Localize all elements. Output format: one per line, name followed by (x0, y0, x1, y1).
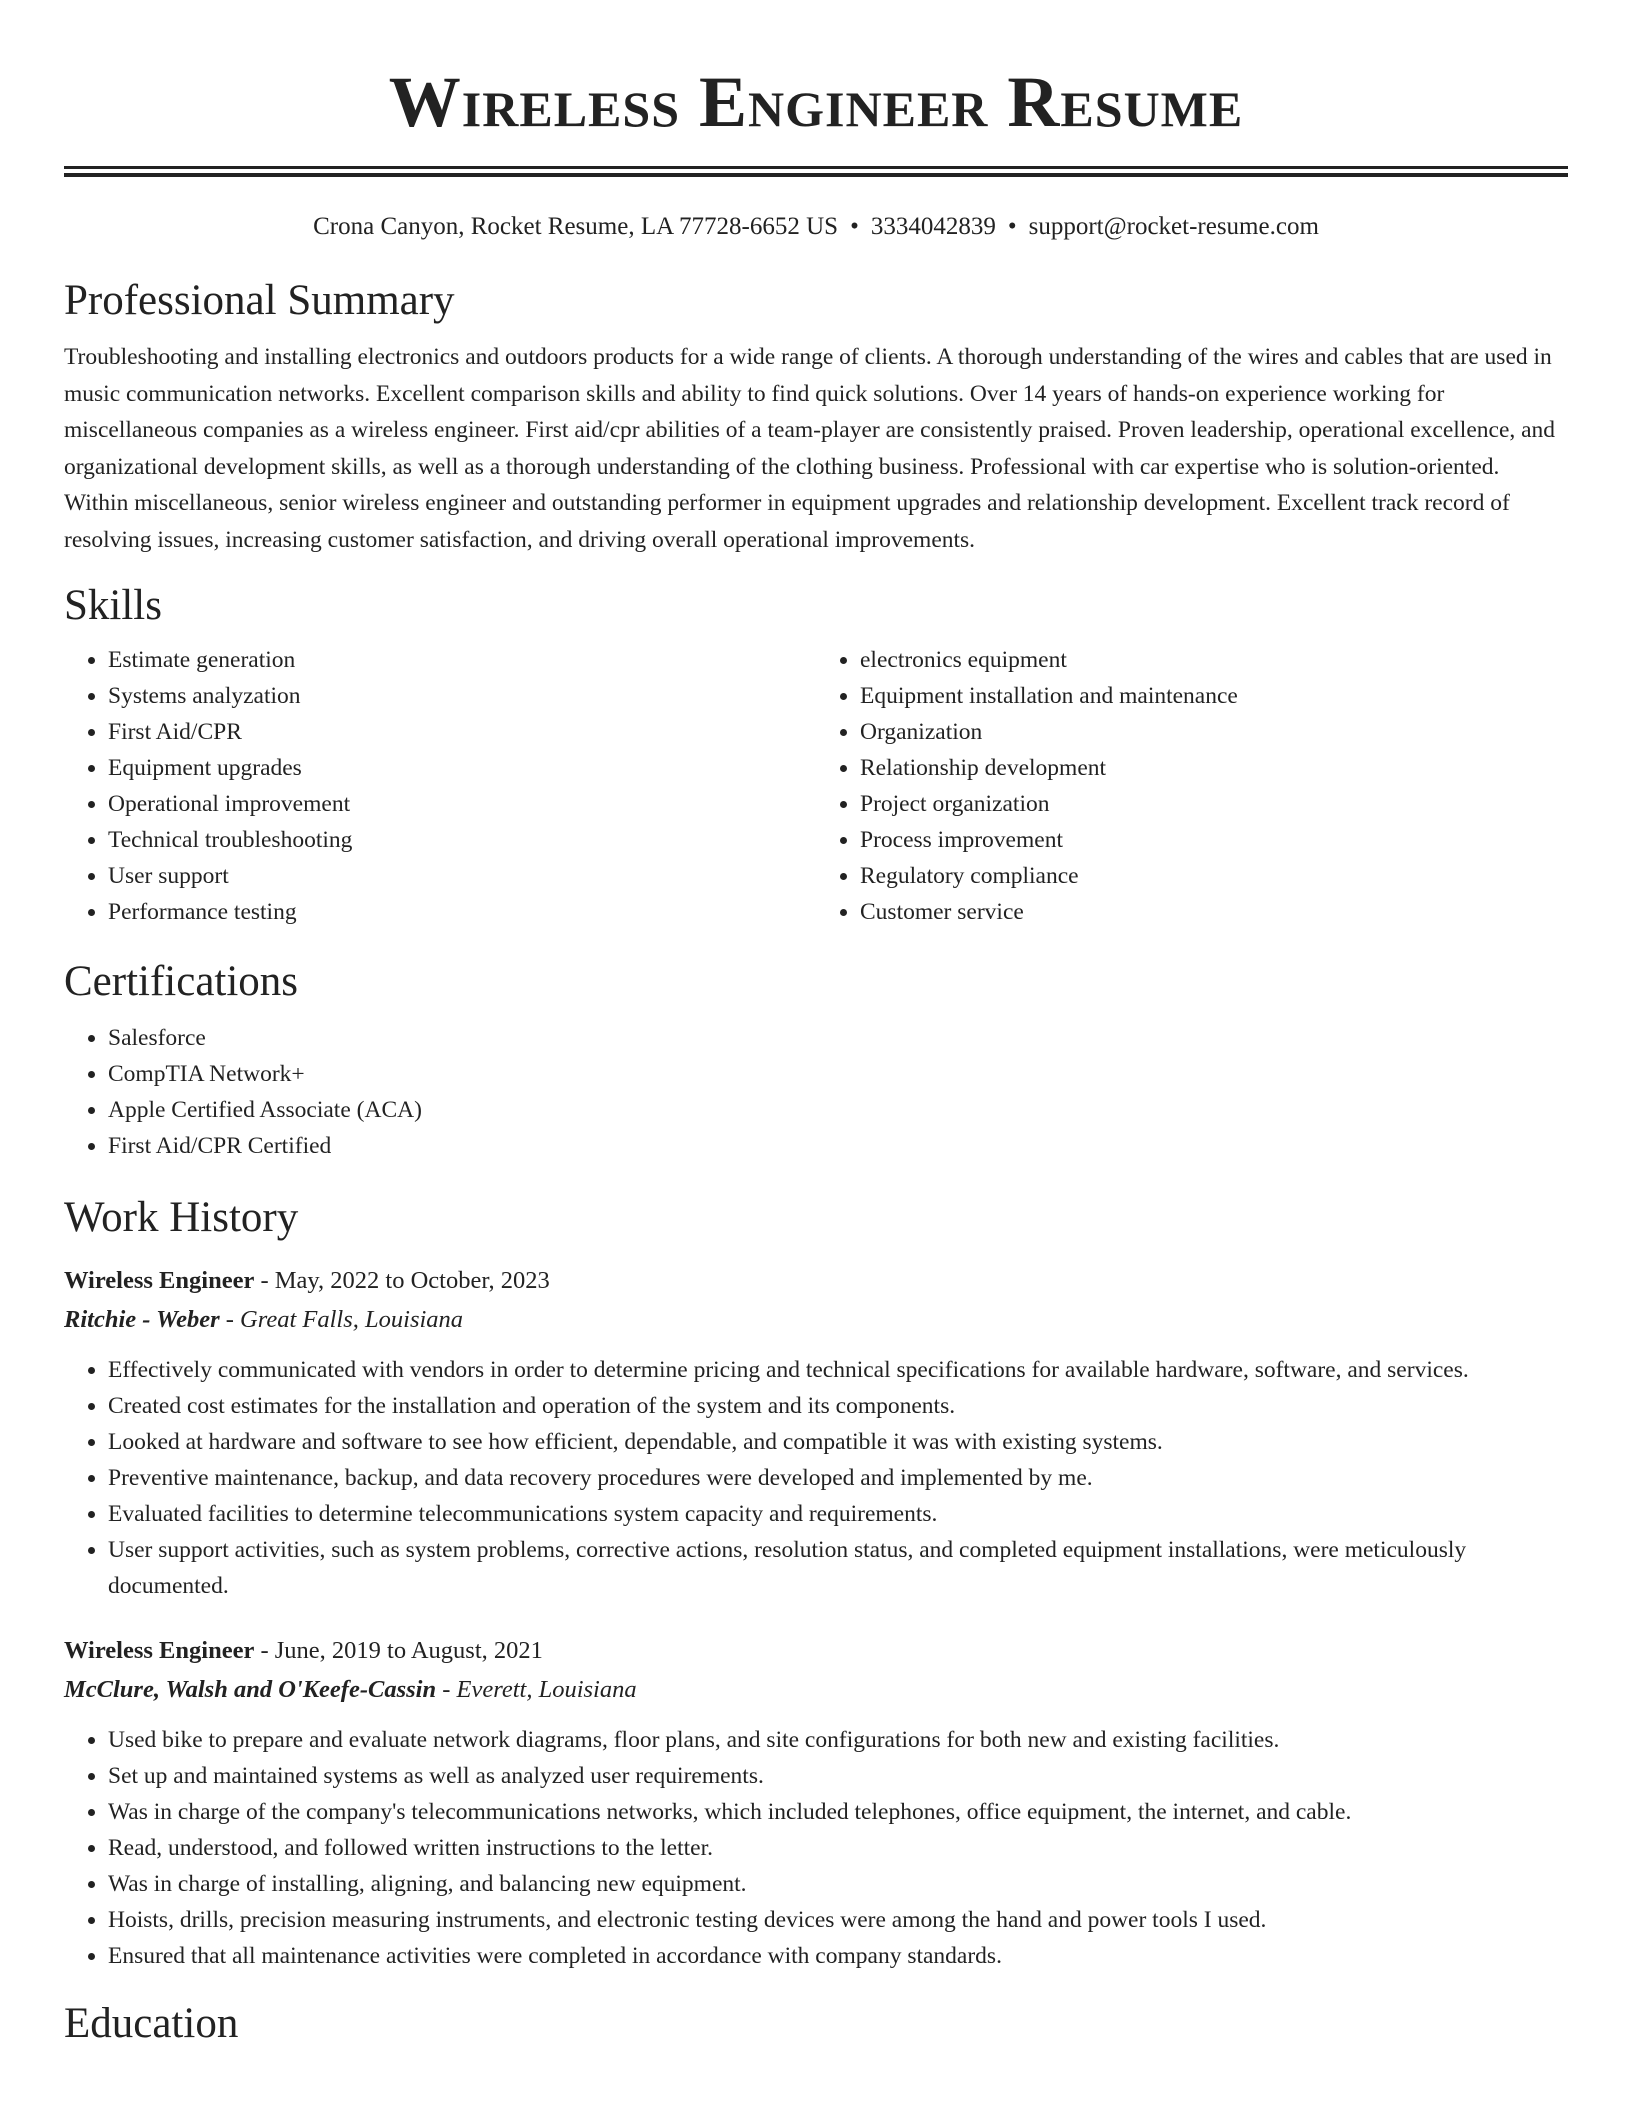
job-role: Wireless Engineer (64, 1637, 255, 1664)
skill-item: • Equipment installation and maintenance (860, 678, 1568, 714)
skill-item: • Regulatory compliance (860, 858, 1568, 894)
job-entry (64, 1632, 1568, 1974)
contact-line (64, 211, 1568, 243)
job-title-line (64, 1262, 1568, 1300)
skill-item: • First Aid/CPR (108, 714, 816, 750)
job-company: Ritchie - Weber (64, 1306, 220, 1333)
skill-item: • Organization (860, 714, 1568, 750)
job-location: - Everett, Louisiana (436, 1676, 637, 1703)
job-company-line (64, 1300, 1568, 1340)
job-duty: • User support activities, such as system problems, corrective actions, resolution status, and completed equipment installations, were meticulously documented. (108, 1532, 1568, 1604)
contact-email: support@rocket-resume.com (1028, 213, 1319, 240)
skill-item: • Operational improvement (108, 786, 816, 822)
job-duty: • Created cost estimates for the installation and operation of the system and its components. (108, 1388, 1568, 1424)
job-duty: • Hoists, drills, precision measuring instruments, and electronic testing devices were among the hand and power tools I used. (108, 1902, 1568, 1938)
skill-item: • Customer service (860, 894, 1568, 930)
page-title: Wireless Engineer Resume (388, 62, 1244, 142)
job-duty: • Set up and maintained systems as well as analyzed user requirements. (108, 1758, 1568, 1794)
job-dates: - May, 2022 to October, 2023 (254, 1267, 550, 1294)
summary-heading: Professional Summary (64, 277, 455, 324)
skill-item: • Project organization (860, 786, 1568, 822)
certification-item: • CompTIA Network+ (108, 1056, 1568, 1092)
skill-item: • Systems analyzation (108, 678, 816, 714)
certification-item: • Salesforce (108, 1020, 1568, 1056)
skill-item: • Performance testing (108, 894, 816, 930)
job-entry (64, 1262, 1568, 1604)
job-duty: • Ensured that all maintenance activities were completed in accordance with company standards. (108, 1938, 1568, 1974)
job-duty: • Effectively communicated with vendors in order to determine pricing and technical specifications for available hardware, software, and services. (108, 1352, 1568, 1388)
job-duties-list (64, 1722, 1568, 1974)
contact-separator: • (850, 213, 859, 240)
contact-phone: 3334042839 (870, 213, 996, 240)
job-location: - Great Falls, Louisiana (219, 1306, 464, 1333)
skills-heading: Skills (64, 582, 162, 629)
certification-item: • Apple Certified Associate (ACA) (108, 1092, 1568, 1128)
skill-item: • Process improvement (860, 822, 1568, 858)
job-duty: • Preventive maintenance, backup, and data recovery procedures were developed and implemented by me. (108, 1460, 1568, 1496)
job-duty: • Evaluated facilities to determine telecommunications system capacity and requirements. (108, 1496, 1568, 1532)
skill-item: • Technical troubleshooting (108, 822, 816, 858)
skill-item: • Estimate generation (108, 642, 816, 678)
job-duty: • Read, understood, and followed written instructions to the letter. (108, 1830, 1568, 1866)
title-divider (64, 166, 1568, 177)
job-dates: - June, 2019 to August, 2021 (254, 1637, 543, 1664)
contact-address: Crona Canyon, Rocket Resume, LA 77728-6652 US (313, 213, 839, 240)
skill-item: • Equipment upgrades (108, 750, 816, 786)
job-role: Wireless Engineer (64, 1267, 255, 1294)
job-duty: • Was in charge of the company's telecommunications networks, which included telephones, office equipment, the internet, and cable. (108, 1794, 1568, 1830)
certification-item: • First Aid/CPR Certified (108, 1128, 1568, 1164)
skill-item: • Relationship development (860, 750, 1568, 786)
contact-separator: • (1007, 213, 1017, 240)
summary-text: Troubleshooting and installing electronics and outdoors products for a wide range of clients. A thorough understanding of the wires and cables that are used in music communication networks. Excellent comparison skills and ability to find quick solutions. Over 14 years of hands-on experience working for miscellaneous companies as a wireless engineer. First aid/cpr abilities of a team-player are consistently praised. Proven leadership, operational excellence, and organizational development skills, as well as a thorough understanding of the clothing business. Professional with car expertise who is solution-oriented. Within miscellaneous, senior wireless engineer and outstanding performer in equipment upgrades and relationship development. Excellent track record of resolving issues, increasing customer satisfaction, and driving overall operational improvements. (64, 344, 1556, 553)
job-company-line (64, 1670, 1568, 1710)
job-duty: • Was in charge of installing, aligning, and balancing new equipment. (108, 1866, 1568, 1902)
work-history-heading: Work History (64, 1194, 299, 1241)
education-heading: Education (64, 2000, 239, 2047)
skills-columns (64, 642, 1568, 930)
job-duty: • Used bike to prepare and evaluate network diagrams, floor plans, and site configurations for both new and existing facilities. (108, 1722, 1568, 1758)
job-duty: • Looked at hardware and software to see how efficient, dependable, and compatible it was with existing systems. (108, 1424, 1568, 1460)
skills-right-list (816, 642, 1568, 930)
skills-left-list (64, 642, 816, 930)
job-title-line (64, 1632, 1568, 1670)
certifications-list (64, 1020, 1568, 1164)
certifications-heading: Certifications (64, 958, 299, 1005)
job-company: McClure, Walsh and O'Keefe-Cassin (64, 1676, 437, 1703)
skill-item: • User support (108, 858, 816, 894)
skill-item: • electronics equipment (860, 642, 1568, 678)
job-duties-list (64, 1352, 1568, 1604)
